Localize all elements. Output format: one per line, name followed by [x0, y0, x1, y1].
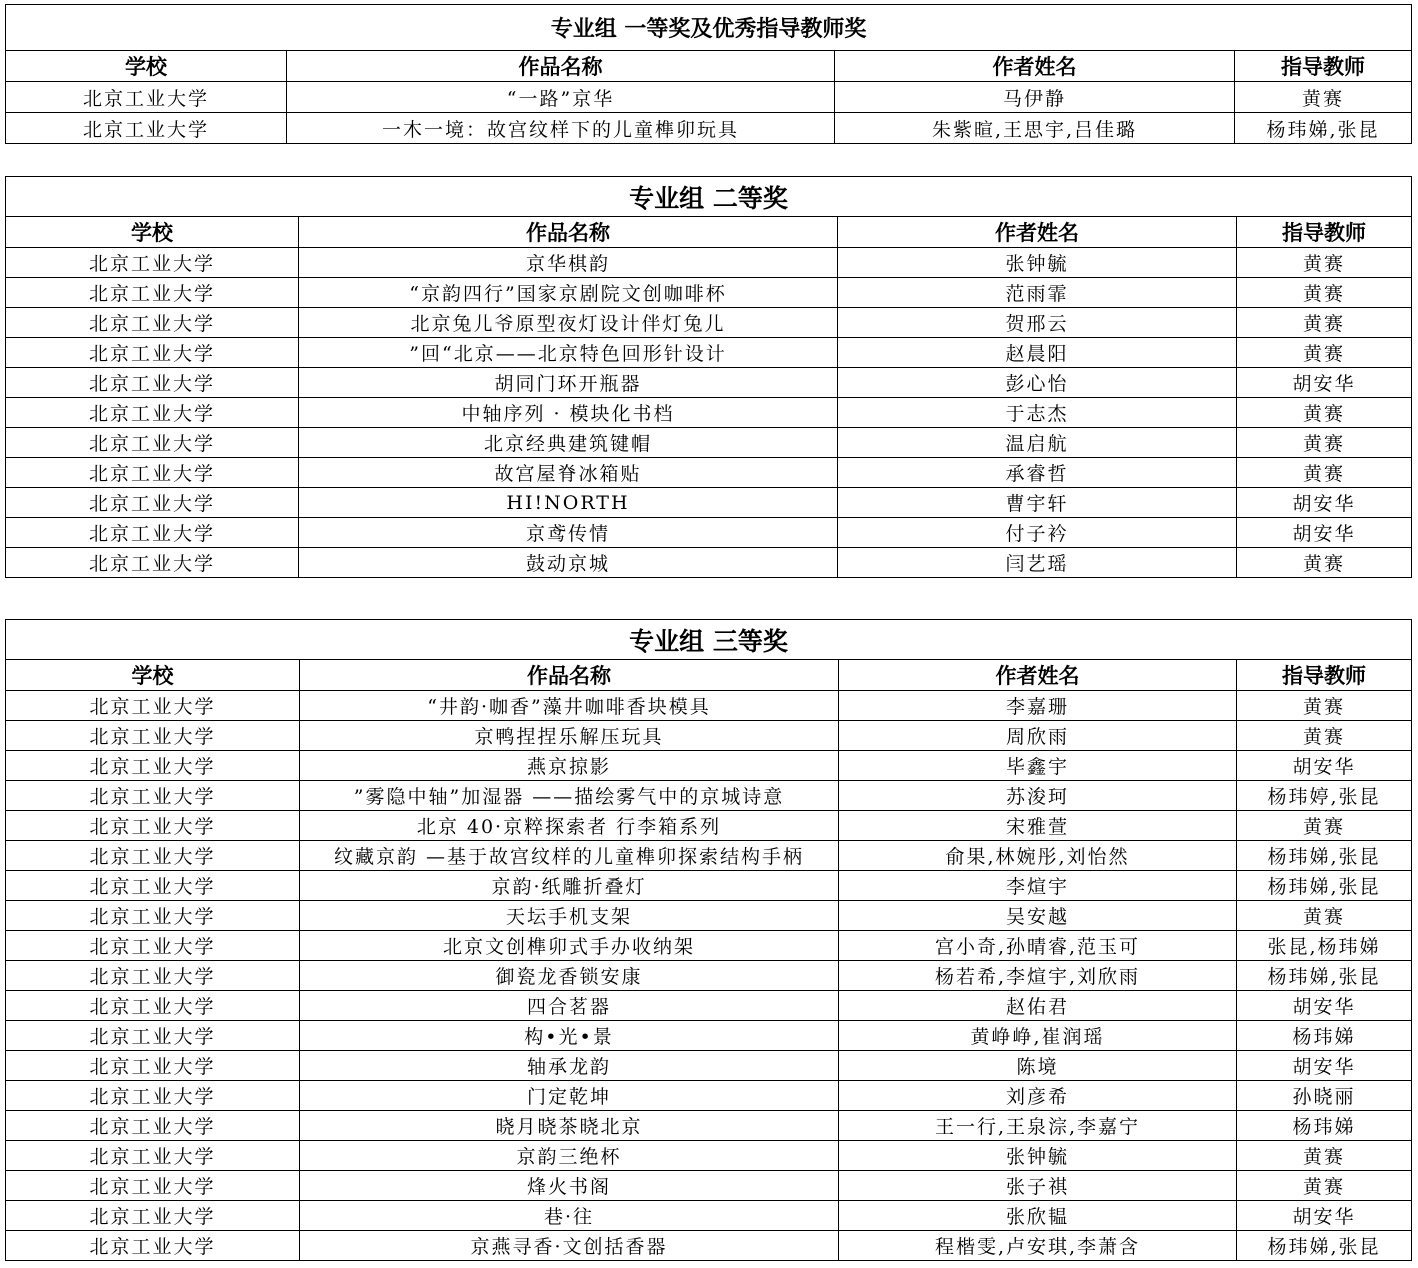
header-row: [6, 217, 1412, 248]
work-title-cell: “京韵四行”国家京剧院文创咖啡杯: [299, 278, 838, 308]
work-title-cell: “一路”京华: [287, 82, 835, 113]
column-header-advisor: 指导教师: [1237, 660, 1412, 691]
table-row: [6, 841, 1412, 871]
table-row: [6, 721, 1412, 751]
table-row: [6, 278, 1412, 308]
authors-cell: 曹宇轩: [838, 488, 1237, 518]
work-title-cell: 四合茗器: [300, 991, 839, 1021]
work-title-cell: 鼓动京城: [299, 548, 838, 578]
school-cell: 北京工业大学: [6, 398, 299, 428]
school-cell: 北京工业大学: [6, 338, 299, 368]
advisor-cell: 杨玮娣: [1237, 1021, 1412, 1051]
table-row: [6, 548, 1412, 578]
school-cell: 北京工业大学: [6, 901, 300, 931]
authors-cell: 承睿哲: [838, 458, 1237, 488]
table-row: [6, 248, 1412, 278]
work-title-cell: 胡同门环开瓶器: [299, 368, 838, 398]
column-header-authors: 作者姓名: [835, 51, 1235, 82]
school-cell: 北京工业大学: [6, 458, 299, 488]
advisor-cell: 杨玮娣,张昆: [1237, 841, 1412, 871]
authors-cell: 马伊静: [835, 82, 1235, 113]
table-row: [6, 991, 1412, 1021]
table-row: [6, 751, 1412, 781]
authors-cell: 吴安越: [839, 901, 1237, 931]
table-row: [6, 1081, 1412, 1111]
header-row: [6, 51, 1412, 82]
section-title: 专业组 二等奖: [6, 177, 1412, 217]
authors-cell: 王一行,王泉淙,李嘉宁: [839, 1111, 1237, 1141]
work-title-cell: 北京兔儿爷原型夜灯设计伴灯兔儿: [299, 308, 838, 338]
school-cell: 北京工业大学: [6, 811, 300, 841]
table-row: [6, 1201, 1412, 1231]
advisor-cell: 黄赛: [1237, 691, 1412, 721]
authors-cell: 温启航: [838, 428, 1237, 458]
table-row: [6, 458, 1412, 488]
school-cell: 北京工业大学: [6, 961, 300, 991]
advisor-cell: 胡安华: [1237, 368, 1412, 398]
advisor-cell: 胡安华: [1237, 488, 1412, 518]
authors-cell: 黄峥峥,崔润瑶: [839, 1021, 1237, 1051]
advisor-cell: 胡安华: [1237, 1201, 1412, 1231]
work-title-cell: 北京 40·京粹探索者 行李箱系列: [300, 811, 839, 841]
table-row: [6, 931, 1412, 961]
column-header-advisor: 指导教师: [1237, 217, 1412, 248]
table-row: [6, 1141, 1412, 1171]
advisor-cell: 黄赛: [1237, 428, 1412, 458]
authors-cell: 俞果,林婉彤,刘怡然: [839, 841, 1237, 871]
authors-cell: 周欣雨: [839, 721, 1237, 751]
column-header-work-title: 作品名称: [287, 51, 835, 82]
school-cell: 北京工业大学: [6, 931, 300, 961]
work-title-cell: 京燕寻香·文创括香器: [300, 1231, 839, 1261]
second-prize-table: [5, 176, 1412, 578]
authors-cell: 张子祺: [839, 1171, 1237, 1201]
advisor-cell: 黄赛: [1237, 721, 1412, 751]
table-row: [6, 1171, 1412, 1201]
authors-cell: 范雨霏: [838, 278, 1237, 308]
authors-cell: 张钟毓: [839, 1141, 1237, 1171]
authors-cell: 李嘉珊: [839, 691, 1237, 721]
table-row: [6, 398, 1412, 428]
advisor-cell: 胡安华: [1237, 751, 1412, 781]
school-cell: 北京工业大学: [6, 871, 300, 901]
authors-cell: 张欣韫: [839, 1201, 1237, 1231]
authors-cell: 毕鑫宇: [839, 751, 1237, 781]
third-prize-table: [5, 619, 1412, 1261]
table-row: [6, 82, 1412, 113]
first-prize-table: [5, 4, 1412, 144]
work-title-cell: 京华棋韵: [299, 248, 838, 278]
work-title-cell: 故宫屋脊冰箱贴: [299, 458, 838, 488]
school-cell: 北京工业大学: [6, 751, 300, 781]
authors-cell: 朱紫暄,王思宇,吕佳璐: [835, 113, 1235, 144]
school-cell: 北京工业大学: [6, 1141, 300, 1171]
advisor-cell: 黄赛: [1237, 811, 1412, 841]
table-row: [6, 811, 1412, 841]
advisor-cell: 杨玮娣,张昆: [1237, 961, 1412, 991]
table-row: [6, 308, 1412, 338]
advisor-cell: 杨玮娣: [1237, 1111, 1412, 1141]
authors-cell: 张钟毓: [838, 248, 1237, 278]
work-title-cell: 中轴序列 · 模块化书档: [299, 398, 838, 428]
authors-cell: 刘彦希: [839, 1081, 1237, 1111]
table-row: [6, 1051, 1412, 1081]
school-cell: 北京工业大学: [6, 721, 300, 751]
advisor-cell: 张昆,杨玮娣: [1237, 931, 1412, 961]
work-title-cell: HI!NORTH: [299, 488, 838, 518]
authors-cell: 赵佑君: [839, 991, 1237, 1021]
work-title-cell: 纹藏京韵 —基于故宫纹样的儿童榫卯探索结构手柄: [300, 841, 839, 871]
school-cell: 北京工业大学: [6, 1081, 300, 1111]
table-row: [6, 368, 1412, 398]
school-cell: 北京工业大学: [6, 518, 299, 548]
advisor-cell: 黄赛: [1237, 901, 1412, 931]
school-cell: 北京工业大学: [6, 113, 287, 144]
table-row: [6, 1111, 1412, 1141]
school-cell: 北京工业大学: [6, 841, 300, 871]
column-header-authors: 作者姓名: [839, 660, 1237, 691]
advisor-cell: 黄赛: [1235, 82, 1412, 113]
advisor-cell: 黄赛: [1237, 548, 1412, 578]
authors-cell: 于志杰: [838, 398, 1237, 428]
work-title-cell: 燕京掠影: [300, 751, 839, 781]
advisor-cell: 胡安华: [1237, 991, 1412, 1021]
advisor-cell: 黄赛: [1237, 458, 1412, 488]
authors-cell: 宫小奇,孙晴睿,范玉可: [839, 931, 1237, 961]
table-row: [6, 961, 1412, 991]
section-title: 专业组 一等奖及优秀指导教师奖: [6, 5, 1412, 51]
work-title-cell: 天坛手机支架: [300, 901, 839, 931]
work-title-cell: 御瓷龙香锁安康: [300, 961, 839, 991]
work-title-cell: 巷·往: [300, 1201, 839, 1231]
column-header-authors: 作者姓名: [838, 217, 1237, 248]
authors-cell: 李煊宇: [839, 871, 1237, 901]
school-cell: 北京工业大学: [6, 278, 299, 308]
work-title-cell: 京鸢传情: [299, 518, 838, 548]
table-row: [6, 428, 1412, 458]
school-cell: 北京工业大学: [6, 428, 299, 458]
work-title-cell: ”雾隐中轴”加湿器 ——描绘雾气中的京城诗意: [300, 781, 839, 811]
table-row: [6, 691, 1412, 721]
table-row: [6, 1231, 1412, 1261]
advisor-cell: 黄赛: [1237, 1171, 1412, 1201]
section-title-row: [6, 177, 1412, 217]
authors-cell: 赵晨阳: [838, 338, 1237, 368]
school-cell: 北京工业大学: [6, 488, 299, 518]
section-title-row: [6, 5, 1412, 51]
advisor-cell: 杨玮娣,张昆: [1237, 871, 1412, 901]
column-header-work-title: 作品名称: [300, 660, 839, 691]
advisor-cell: 黄赛: [1237, 398, 1412, 428]
work-title-cell: “井韵·咖香”藻井咖啡香块模具: [300, 691, 839, 721]
table-row: [6, 781, 1412, 811]
school-cell: 北京工业大学: [6, 781, 300, 811]
school-cell: 北京工业大学: [6, 248, 299, 278]
advisor-cell: 杨玮婷,张昆: [1237, 781, 1412, 811]
school-cell: 北京工业大学: [6, 1111, 300, 1141]
advisor-cell: 黄赛: [1237, 308, 1412, 338]
school-cell: 北京工业大学: [6, 1201, 300, 1231]
work-title-cell: 烽火书阁: [300, 1171, 839, 1201]
authors-cell: 陈境: [839, 1051, 1237, 1081]
authors-cell: 彭心怡: [838, 368, 1237, 398]
school-cell: 北京工业大学: [6, 82, 287, 113]
school-cell: 北京工业大学: [6, 368, 299, 398]
school-cell: 北京工业大学: [6, 991, 300, 1021]
column-header-school: 学校: [6, 660, 300, 691]
table-row: [6, 338, 1412, 368]
table-row: [6, 1021, 1412, 1051]
advisor-cell: 黄赛: [1237, 248, 1412, 278]
authors-cell: 付子衿: [838, 518, 1237, 548]
authors-cell: 宋雅萱: [839, 811, 1237, 841]
advisor-cell: 胡安华: [1237, 518, 1412, 548]
authors-cell: 苏浚珂: [839, 781, 1237, 811]
column-header-school: 学校: [6, 217, 299, 248]
header-row: [6, 660, 1412, 691]
authors-cell: 程楷雯,卢安琪,李萧含: [839, 1231, 1237, 1261]
work-title-cell: 晓月晓茶晓北京: [300, 1111, 839, 1141]
work-title-cell: 京韵三绝杯: [300, 1141, 839, 1171]
column-header-school: 学校: [6, 51, 287, 82]
school-cell: 北京工业大学: [6, 1021, 300, 1051]
advisor-cell: 杨玮娣,张昆: [1237, 1231, 1412, 1261]
school-cell: 北京工业大学: [6, 308, 299, 338]
advisor-cell: 黄赛: [1237, 338, 1412, 368]
table-row: [6, 488, 1412, 518]
advisor-cell: 黄赛: [1237, 278, 1412, 308]
work-title-cell: 北京文创榫卯式手办收纳架: [300, 931, 839, 961]
advisor-cell: 杨玮娣,张昆: [1235, 113, 1412, 144]
work-title-cell: 北京经典建筑键帽: [299, 428, 838, 458]
section-title-row: [6, 620, 1412, 660]
table-row: [6, 871, 1412, 901]
advisor-cell: 胡安华: [1237, 1051, 1412, 1081]
school-cell: 北京工业大学: [6, 1051, 300, 1081]
authors-cell: 贺邢云: [838, 308, 1237, 338]
work-title-cell: 一木一境：故宫纹样下的儿童榫卯玩具: [287, 113, 835, 144]
table-row: [6, 518, 1412, 548]
school-cell: 北京工业大学: [6, 1171, 300, 1201]
table-row: [6, 113, 1412, 144]
work-title-cell: 京鸭捏捏乐解压玩具: [300, 721, 839, 751]
school-cell: 北京工业大学: [6, 1231, 300, 1261]
authors-cell: 杨若希,李煊宇,刘欣雨: [839, 961, 1237, 991]
column-header-work-title: 作品名称: [299, 217, 838, 248]
advisor-cell: 孙晓丽: [1237, 1081, 1412, 1111]
work-title-cell: 京韵·纸雕折叠灯: [300, 871, 839, 901]
authors-cell: 闫艺瑶: [838, 548, 1237, 578]
work-title-cell: 轴承龙韵: [300, 1051, 839, 1081]
advisor-cell: 黄赛: [1237, 1141, 1412, 1171]
section-title: 专业组 三等奖: [6, 620, 1412, 660]
work-title-cell: 构•光•景: [300, 1021, 839, 1051]
work-title-cell: ”回“北京——北京特色回形针设计: [299, 338, 838, 368]
school-cell: 北京工业大学: [6, 548, 299, 578]
column-header-advisor: 指导教师: [1235, 51, 1412, 82]
work-title-cell: 门定乾坤: [300, 1081, 839, 1111]
school-cell: 北京工业大学: [6, 691, 300, 721]
table-row: [6, 901, 1412, 931]
